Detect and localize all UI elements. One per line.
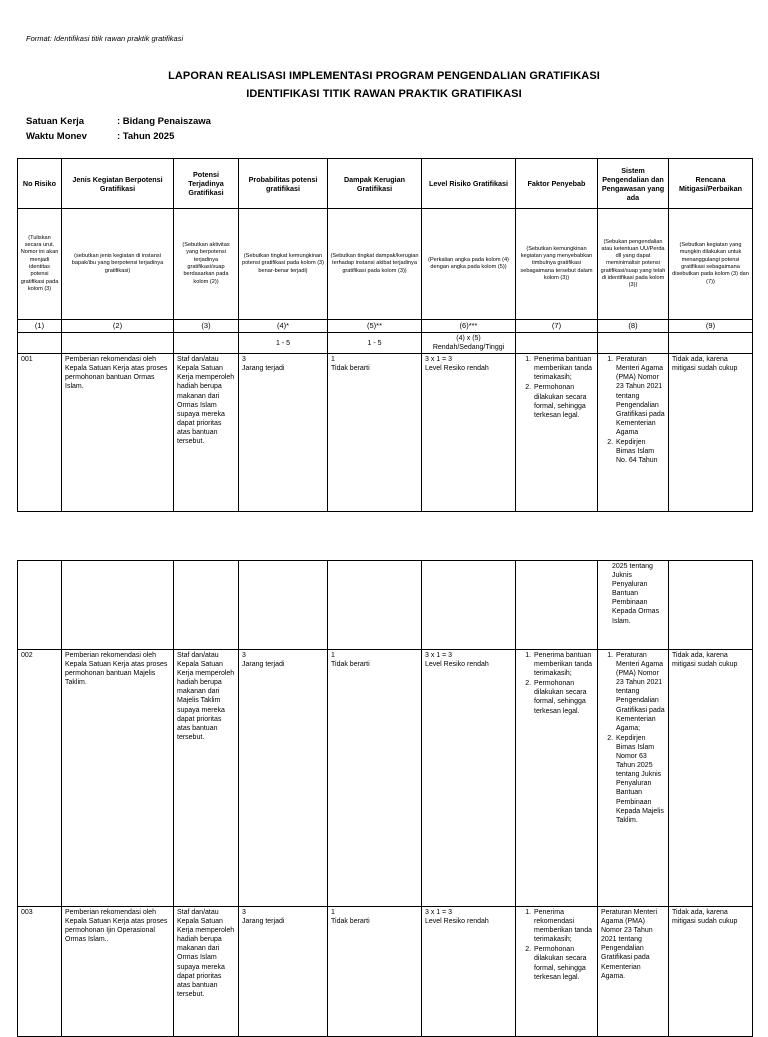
header-row <box>18 159 753 209</box>
table-row <box>18 561 753 650</box>
level-value: 3 x 1 = 3 <box>425 652 453 659</box>
faktor-item: 1. Penerima bantuan memberikan tanda terimakasih; <box>533 355 594 382</box>
waktu-monev-value: : Tahun 2025 <box>117 131 175 142</box>
risk-sistem <box>598 354 669 512</box>
column-number-row <box>18 320 753 333</box>
risk-faktor <box>516 907 598 1037</box>
scale-level <box>422 333 516 354</box>
risk-table-page2 <box>17 560 753 1037</box>
waktu-monev <box>26 131 174 142</box>
risk-rencana: Tidak ada, karena mitigasi sudah cukup <box>669 354 753 512</box>
risk-level <box>422 650 516 907</box>
desc-probabilitas: (Sebutkan tingkat kemungkinan potensi gratifikasi pada kolom (3) benar-benar terjadi) <box>239 209 328 320</box>
risk-potensi: Staf dan/atau Kepala Satuan Kerja memperoleh hadiah berupa makanan dari Majelis Taklim supaya mereka dapat prioritas atas bantuan tersebut. <box>174 650 239 907</box>
table-row <box>18 354 753 512</box>
level-text: Level Resiko rendah <box>425 661 489 669</box>
satuan-kerja <box>26 116 211 127</box>
risk-jenis: Pemberian rekomendasi oleh Kepala Satuan Kerja atas proses permohonan bantuan Ormas Islam. <box>62 354 174 512</box>
level-text: Level Resiko rendah <box>425 365 489 373</box>
prob-text: Jarang terjadi <box>242 365 285 373</box>
risk-level <box>422 354 516 512</box>
desc-no: (Tuliskan secara urut. Nomor ini akan menjadi identitas potensi gratifikasi pada kolom (3) <box>18 209 62 320</box>
header-no: No Risiko <box>18 159 62 209</box>
risk-no: 001 <box>18 354 62 512</box>
header-probabilitas: Probabilitas potensi gratifikasi <box>239 159 328 209</box>
prob-value: 3 <box>242 909 246 916</box>
header-sistem: Sistem Pengendalian dan Pengawasan yang ada <box>598 159 669 209</box>
col-num: (1) <box>18 320 62 333</box>
col-num: (7) <box>516 320 598 333</box>
risk-level <box>422 907 516 1037</box>
risk-sistem <box>598 650 669 907</box>
scale-level-formula: (4) x (5) <box>456 335 481 342</box>
col-num: (3) <box>174 320 239 333</box>
dampak-value: 1 <box>331 909 335 916</box>
col-num: (2) <box>62 320 174 333</box>
col-num: (5)** <box>328 320 422 333</box>
level-text: Level Resiko rendah <box>425 918 489 926</box>
dampak-text: Tidak berarti <box>331 661 370 669</box>
risk-jenis: Pemberian rekomendasi oleh Kepala Satuan Kerja atas proses permohonan Ijin Operasional Ormas Islam.. <box>62 907 174 1037</box>
format-note: Format: Identifikasi titik rawan praktik gratifikasi <box>26 34 184 43</box>
risk-sistem-continued: 2025 tentang Juknis Penyaluran Bantuan Pembinaan Kepada Ormas Islam. <box>598 561 669 650</box>
risk-potensi: Staf dan/atau Kepala Satuan Kerja memperoleh hadiah berupa makanan dari Ormas Islam supaya mereka dapat prioritas atas bantuan tersebut. <box>174 907 239 1037</box>
prob-text: Jarang terjadi <box>242 661 285 669</box>
risk-dampak <box>328 354 422 512</box>
scale-probabilitas: 1 - 5 <box>239 333 328 354</box>
header-jenis: Jenis Kegiatan Berpotensi Gratifikasi <box>62 159 174 209</box>
dampak-value: 1 <box>331 356 335 364</box>
desc-potensi: (Sebutkan aktivitas yang berpotensi terjadinya gratifikasi/suap berdasarkan pada kolom (2)) <box>174 209 239 320</box>
prob-text: Jarang terjadi <box>242 918 285 926</box>
col-num: (6)*** <box>422 320 516 333</box>
prob-value: 3 <box>242 652 246 659</box>
satuan-kerja-value: : Bidang Penaiszawa <box>117 116 211 127</box>
header-level: Level Risiko Gratifikasi <box>422 159 516 209</box>
dampak-value: 1 <box>331 652 335 659</box>
risk-faktor <box>516 650 598 907</box>
col-num: (8) <box>598 320 669 333</box>
risk-probabilitas <box>239 907 328 1037</box>
desc-faktor: (Sebutkan kemungkinan kegiatan yang menyebabkan timbulnya gratifikasi sebagaimana tersebut dalam kolom (3)) <box>516 209 598 320</box>
waktu-monev-label: Waktu Monev <box>26 131 87 142</box>
risk-probabilitas <box>239 354 328 512</box>
sistem-item: 1. Peraturan Menteri Agama (PMA) Nomor 23 Tahun 2021 tentang Pengendalian Gratifikasi pada Kementerian Agama <box>615 355 665 437</box>
risk-dampak <box>328 907 422 1037</box>
header-dampak: Dampak Kerugian Gratifikasi <box>328 159 422 209</box>
desc-level: (Perkalian angka pada kolom (4) dengan angka pada kolom (5)) <box>422 209 516 320</box>
header-rencana: Rencana Mitigasi/Perbaikan <box>669 159 753 209</box>
faktor-item: 2. Permohonan dilakukan secara formal, sehingga terkesan legal. <box>533 679 594 715</box>
report-title: LAPORAN REALISASI IMPLEMENTASI PROGRAM PENGENDALIAN GRATIFIKASI <box>168 70 600 82</box>
report-subtitle: IDENTIFIKASI TITIK RAWAN PRAKTIK GRATIFIKASI <box>246 88 522 100</box>
scale-level-values: Rendah/Sedang/Tinggi <box>432 344 505 352</box>
risk-potensi: Staf dan/atau Kepala Satuan Kerja memperoleh hadiah berupa makanan dari Ormas Islam supaya mereka dapat prioritas atas bantuan tersebut. <box>174 354 239 512</box>
description-row <box>18 209 753 320</box>
risk-no: 002 <box>18 650 62 907</box>
risk-sistem: Peraturan Menteri Agama (PMA) Nomor 23 Tahun 2021 tentang Pengendalian Gratifikasi pada Kementerian Agama. <box>598 907 669 1037</box>
faktor-item: 2. Permohonan dilakukan secara formal, sehingga terkesan legal. <box>533 945 594 981</box>
sistem-item: 2. Kepdirjen Bimas Islam Nomor 63 Tahun 2025 tentang Juknis Penyaluran Bantuan Pembinaan Kepada Majelis Taklim. <box>615 734 665 825</box>
col-num: (9) <box>669 320 753 333</box>
table-row <box>18 907 753 1037</box>
risk-jenis: Pemberian rekomendasi oleh Kepala Satuan Kerja atas proses permohonan bantuan Majelis Taklim. <box>62 650 174 907</box>
sistem-item: 2. Kepdirjen Bimas Islam No. 64 Tahun <box>615 438 665 465</box>
risk-no: 003 <box>18 907 62 1037</box>
level-value: 3 x 1 = 3 <box>425 909 453 916</box>
desc-jenis: (sebutkan jenis kegiatan di instansi bapak/ibu yang berpotensi terjadinya gratifikasi) <box>62 209 174 320</box>
faktor-item: 2. Permohonan dilakukan secara formal, sehingga terkesan legal. <box>533 383 594 419</box>
risk-table-page1 <box>17 158 753 512</box>
risk-probabilitas <box>239 650 328 907</box>
faktor-item: 1. Penerima rekomendasi memberikan tanda terimakasih; <box>533 908 594 944</box>
desc-sistem: (Sebukan pengendalian atau ketentuan UU/Perda dll yang dapat meminimalisir potensi gratifikasi/suap yang telah di identifikasi pada kolom (3)) <box>598 209 669 320</box>
desc-rencana: (Sebutkan kegiatan yang mungkin dilakukan untuk menanggulangi potensi gratifikasi sebagaimana disebutkan pada kolom (3) dan (7)) <box>669 209 753 320</box>
faktor-item: 1. Penerima bantuan memberikan tanda terimakasih; <box>533 651 594 678</box>
scale-dampak: 1 - 5 <box>328 333 422 354</box>
prob-value: 3 <box>242 356 246 364</box>
header-faktor: Faktor Penyebab <box>516 159 598 209</box>
desc-dampak: (Sebutkan tingkat dampak/kerugian terhadap instansi akibat terjadinya gratifikasi pada kolom (3)) <box>328 209 422 320</box>
risk-dampak <box>328 650 422 907</box>
dampak-text: Tidak berarti <box>331 365 370 373</box>
level-value: 3 x 1 = 3 <box>425 356 453 364</box>
scale-row <box>18 333 753 354</box>
col-num: (4)* <box>239 320 328 333</box>
table-row <box>18 650 753 907</box>
risk-rencana: Tidak ada, karena mitigasi sudah cukup <box>669 907 753 1037</box>
risk-rencana: Tidak ada, karena mitigasi sudah cukup <box>669 650 753 907</box>
sistem-item: 1. Peraturan Menteri Agama (PMA) Nomor 23 Tahun 2021 tentang Pengendalian Gratifikasi pada Kementerian Agama; <box>615 651 665 733</box>
header-potensi: Potensi Terjadinya Gratifikasi <box>174 159 239 209</box>
risk-faktor <box>516 354 598 512</box>
satuan-kerja-label: Satuan Kerja <box>26 116 85 127</box>
dampak-text: Tidak berarti <box>331 918 370 926</box>
